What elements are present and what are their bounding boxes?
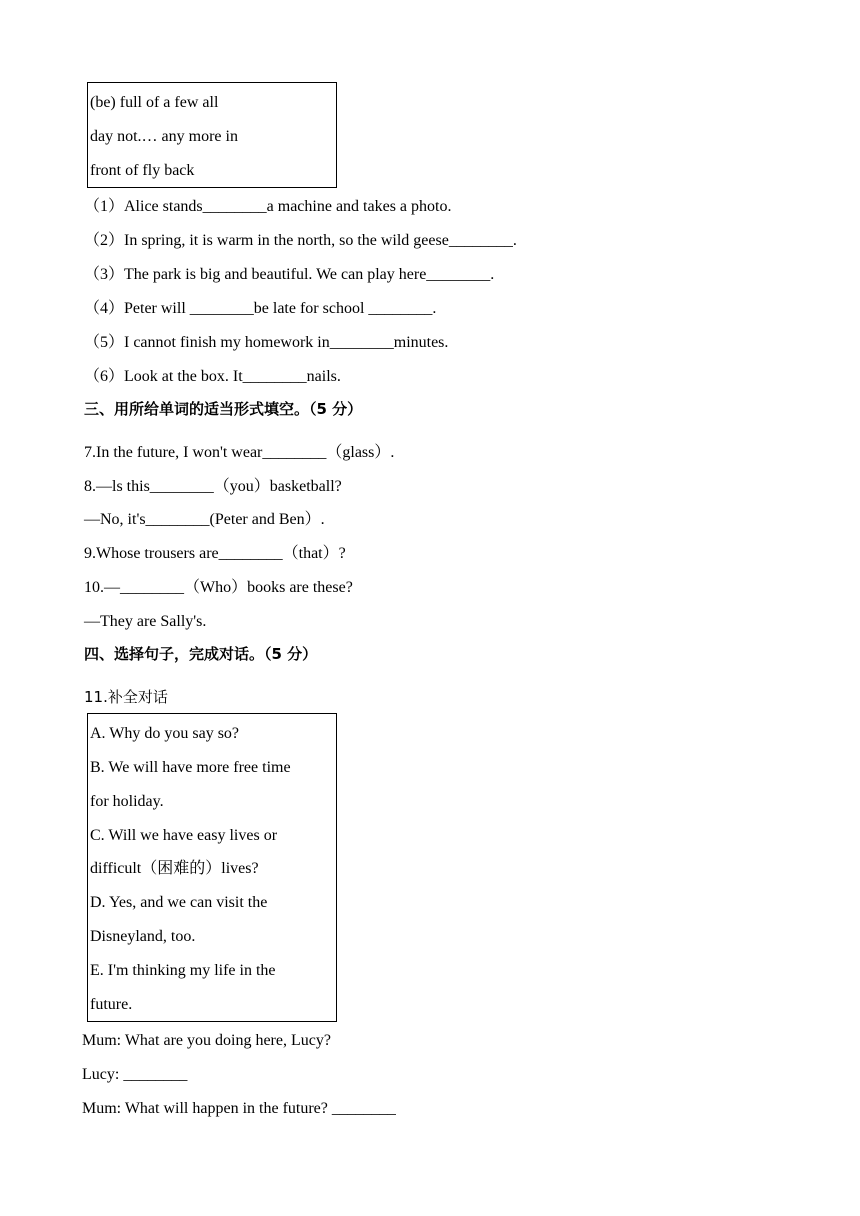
fill-in-question-4: （4）Peter will ________be late for school ________. xyxy=(84,300,437,317)
option-line: for holiday. xyxy=(90,793,164,810)
option-line: C. Will we have easy lives or xyxy=(90,827,278,844)
section-3-line: —No, it's________(Peter and Ben）. xyxy=(84,511,325,528)
option-line: A. Why do you say so? xyxy=(90,725,240,742)
option-line: difficult（困难的）lives? xyxy=(90,860,259,877)
word-bank-box xyxy=(87,82,337,188)
section-3-line: 9.Whose trousers are________（that）? xyxy=(84,545,346,562)
word-bank-line: front of fly back xyxy=(90,162,195,179)
section-3-line: 8.—ls this________（you）basketball? xyxy=(84,478,342,495)
option-line: B. We will have more free time xyxy=(90,759,291,776)
fill-in-question-6: （6）Look at the box. It________nails. xyxy=(84,368,341,385)
option-line: future. xyxy=(90,996,133,1013)
section-3-title: 三、用所给单词的适当形式填空。（5 分） xyxy=(84,400,363,418)
options-box xyxy=(87,713,337,1022)
section-3-line: 7.In the future, I won't wear________（glass）. xyxy=(84,444,395,461)
fill-in-question-3: （3）The park is big and beautiful. We can play here________. xyxy=(84,266,495,283)
fill-in-question-1: （1）Alice stands________a machine and takes a photo. xyxy=(84,198,452,215)
dialogue-line: Mum: What will happen in the future? ________ xyxy=(82,1100,396,1117)
option-line: Disneyland, too. xyxy=(90,928,196,945)
section-4-title: 四、选择句子，完成对话。（5 分） xyxy=(84,645,318,663)
fill-in-question-5: （5）I cannot finish my homework in________minutes. xyxy=(84,334,449,351)
option-line: D. Yes, and we can visit the xyxy=(90,894,268,911)
section-3-line: —They are Sally's. xyxy=(84,613,207,630)
dialogue-line: Mum: What are you doing here, Lucy? xyxy=(82,1032,331,1049)
section-3-line: 10.—________（Who）books are these? xyxy=(84,579,353,596)
word-bank-line: day not.… any more in xyxy=(90,128,238,145)
option-line: E. I'm thinking my life in the xyxy=(90,962,276,979)
dialogue-line: Lucy: ________ xyxy=(82,1066,188,1083)
fill-in-question-2: （2）In spring, it is warm in the north, so the wild geese________. xyxy=(84,232,517,249)
word-bank-line: (be) full of a few all xyxy=(90,94,219,111)
question-11-label: 11.补全对话 xyxy=(84,688,168,706)
